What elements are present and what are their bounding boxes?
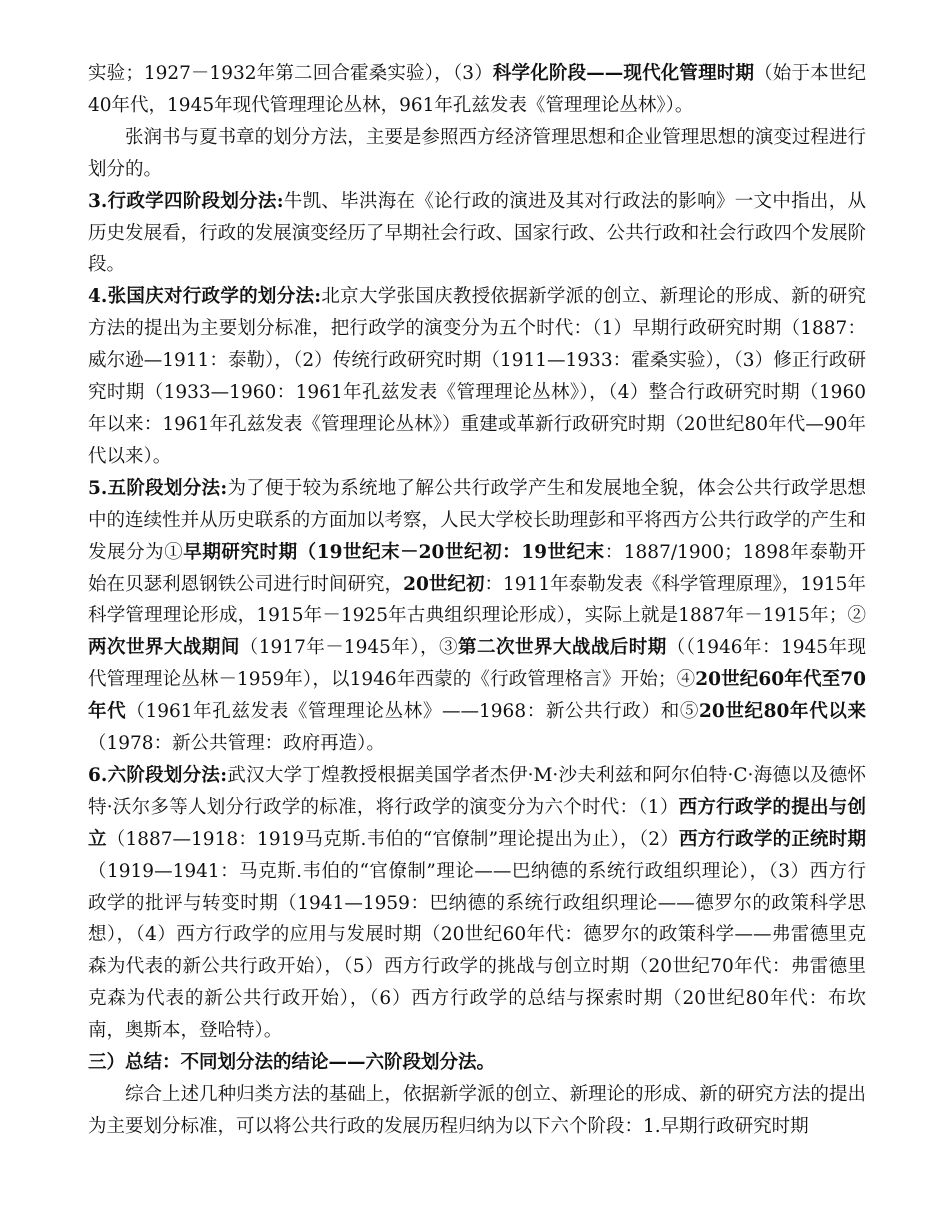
body-text: （1978：新公共管理：政府再造）。	[88, 733, 385, 755]
body-text: 实验；1927－1932年第二回合霍桑实验），（3）	[88, 63, 493, 84]
bold-text: 第二次世界大战战后时期	[458, 637, 667, 659]
bold-text: 6.六阶段划分法:	[88, 764, 228, 786]
paragraph	[88, 760, 866, 1047]
bold-text: 4.张国庆对行政学的划分法:	[88, 286, 322, 308]
body-text: 北京大学张国庆教授依据新学派的创立、新理论的形成、新的研究方法的提出为主要划分标准，把行政学的演变分为五个时代：（1）早期行政研究时期（1887：威尔逊—1911：泰勒），（2）传统行政研究时期（1911—1933：霍桑实验），（3）修正行政研究时期（1933—1960：1961年孔兹发表《管理理论丛林》），（4）整合行政研究时期（1960年以来：1961年孔兹发表《管理理论丛林》）重建或革新行政研究时期（20世纪80年代—90年代以来）。	[88, 286, 866, 467]
body-text: （（1946年：1945年现代管理理论丛林－1959年），以1946年西蒙的《行政管理格言》开始；④	[88, 637, 866, 691]
body-text: （1961年孔兹发表《管理理论丛林》——1968：新公共行政）和⑤	[126, 701, 699, 723]
paragraph	[88, 122, 866, 186]
paragraph	[88, 186, 866, 282]
body-text: （1919—1941：马克斯.韦伯的“官僚制”理论——巴纳德的系统行政组织理论），（3）西方行政学的批评与转变时期（1941—1959：巴纳德的系统行政组织理论——德罗尔的政策科学思想），（4）西方行政学的应用与发展时期（20世纪60年代：德罗尔的政策科学——弗雷德里克森为代表的新公共行政开始），（5）西方行政学的挑战与创立时期（20世纪70年代：弗雷德里克森为代表的新公共行政开始），（6）西方行政学的总结与探索时期（20世纪80年代：布坎南，奥斯本，登哈特）。	[88, 860, 866, 1042]
bold-text: 科学化阶段——现代化管理时期	[492, 63, 755, 84]
body-text: 为了便于较为系统地了解公共行政学产生和发展地全貌，体会公共行政学思想中的连续性并从历史联系的方面加以考察，人民大学校长助理彭和平将西方公共行政学的产生和发展分为①	[88, 477, 866, 563]
body-text: ：1911年泰勒发表《科学管理原理》，1915年科学管理理论形成，1915年－1925年古典组织理论形成），实际上就是1887年－1915年；②	[88, 573, 866, 627]
body-text: 综合上述几种归类方法的基础上，依据新学派的创立、新理论的形成、新的研究方法的提出为主要划分标准，可以将公共行政的发展历程归纳为以下六个阶段：1.早期行政研究时期	[88, 1084, 866, 1137]
body-text: （1917年－1945年），③	[239, 637, 459, 659]
document-page	[88, 58, 866, 1143]
bold-text: 20世纪80年代以来	[699, 701, 866, 723]
body-text: 张润书与夏书章的划分方法，主要是参照西方经济管理思想和企业管理思想的演变过程进行划分的。	[88, 126, 866, 180]
body-text: 武汉大学丁煌教授根据美国学者杰伊·M·沙夫利兹和阿尔伯特·C·海德以及德怀特·沃尔多等人划分行政学的标准，将行政学的演变分为六个时代：（1）	[88, 764, 866, 818]
paragraph	[88, 473, 866, 760]
bold-text: 3.行政学四阶段划分法:	[88, 190, 284, 212]
bold-text: 两次世界大战期间	[88, 637, 240, 659]
bold-text: 20世纪60年代至70年代	[88, 669, 867, 723]
paragraph	[88, 1047, 866, 1079]
bold-text: 三）总结：不同划分法的结论——六阶段划分法。	[88, 1052, 496, 1074]
body-text: （始于本世纪40年代，1945年现代管理理论丛林，961年孔兹发表《管理理论丛林》）。	[88, 63, 866, 116]
body-text: ：1887/1900；1898年泰勒开始在贝瑟利恩钢铁公司进行时间研究，	[88, 541, 866, 595]
bold-text: 早期研究时期（19世纪末－20世纪初：19世纪末	[183, 541, 605, 563]
body-text: （1887—1918：1919马克斯.韦伯的“官僚制”理论提出为止），（2）	[106, 828, 679, 850]
body-text: 牛凯、毕洪海在《论行政的演进及其对行政法的影响》一文中指出，从历史发展看，行政的发展演变经历了早期社会行政、国家行政、公共行政和社会行政四个发展阶段。	[88, 190, 866, 276]
bold-text: 5.五阶段划分法:	[88, 477, 228, 499]
paragraph	[88, 58, 866, 122]
bold-text: 20世纪初	[403, 573, 485, 595]
bold-text: 西方行政学的正统时期	[679, 828, 866, 850]
paragraph	[88, 1079, 866, 1143]
bold-text: 西方行政学的提出与创立	[88, 796, 866, 850]
paragraph	[88, 281, 866, 472]
